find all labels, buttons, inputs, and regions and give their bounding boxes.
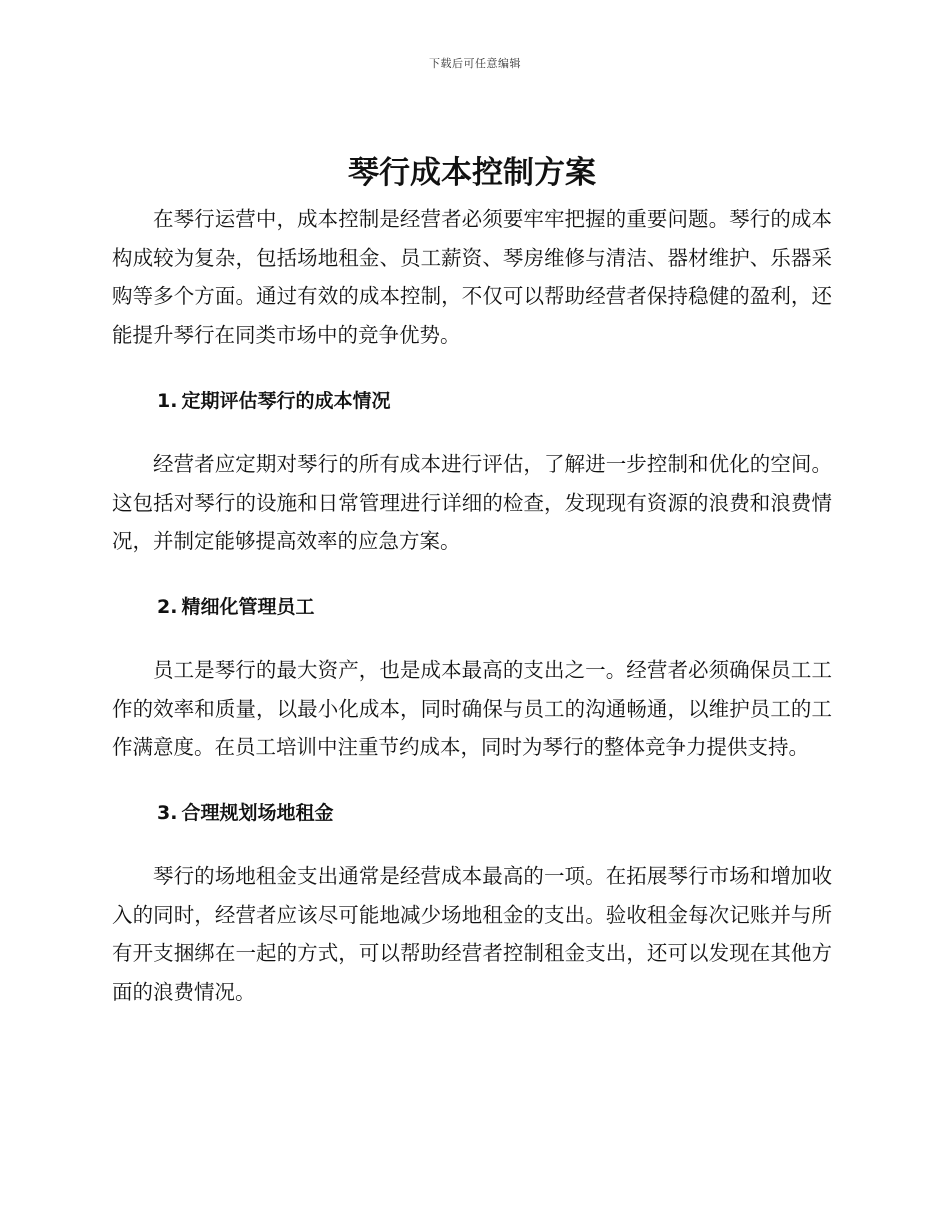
section-heading-text: 定期评估琴行的成本情况 [181,389,391,412]
section-heading-text: 精细化管理员工 [181,595,315,618]
document-title: 琴行成本控制方案 [348,155,596,191]
section-heading-3 [157,799,832,827]
section-heading-1 [157,387,832,415]
document-body [112,150,832,1012]
section-body-3: 琴行的场地租金支出通常是经营成本最高的一项。在拓展琴行市场和增加收入的同时，经营者应该尽可能地减少场地租金的支出。验收租金每次记账并与所有开支捆绑在一起的方式，可以帮助经营者控制租金支出，还可以发现在其他方面的浪费情况。 [112,864,832,1005]
section-number: 2. [157,595,178,618]
section-heading-text: 合理规划场地租金 [181,802,334,825]
intro-paragraph: 在琴行运营中，成本控制是经营者必须要牢牢把握的重要问题。琴行的成本构成较为复杂，包括场地租金、员工薪资、琴房维修与清洁、器材维护、乐器采购等多个方面。通过有效的成本控制，不仅可以帮助经营者保持稳健的盈利，还能提升琴行在同类市场中的竞争优势。 [112,207,832,348]
section-body-2: 员工是琴行的最大资产，也是成本最高的支出之一。经营者必须确保员工工作的效率和质量，以最小化成本，同时确保与员工的沟通畅通，以维护员工的工作满意度。在员工培训中注重节约成本，同时为琴行的整体竞争力提供支持。 [112,657,832,760]
section-number: 1. [157,389,178,412]
section-number: 3. [157,802,178,825]
header-note: 下载后可任意编辑 [429,57,521,70]
section-heading-2 [157,593,832,621]
section-body-1: 经营者应定期对琴行的所有成本进行评估，了解进一步控制和优化的空间。这包括对琴行的设施和日常管理进行详细的检查，发现现有资源的浪费和浪费情况，并制定能够提高效率的应急方案。 [112,451,832,554]
